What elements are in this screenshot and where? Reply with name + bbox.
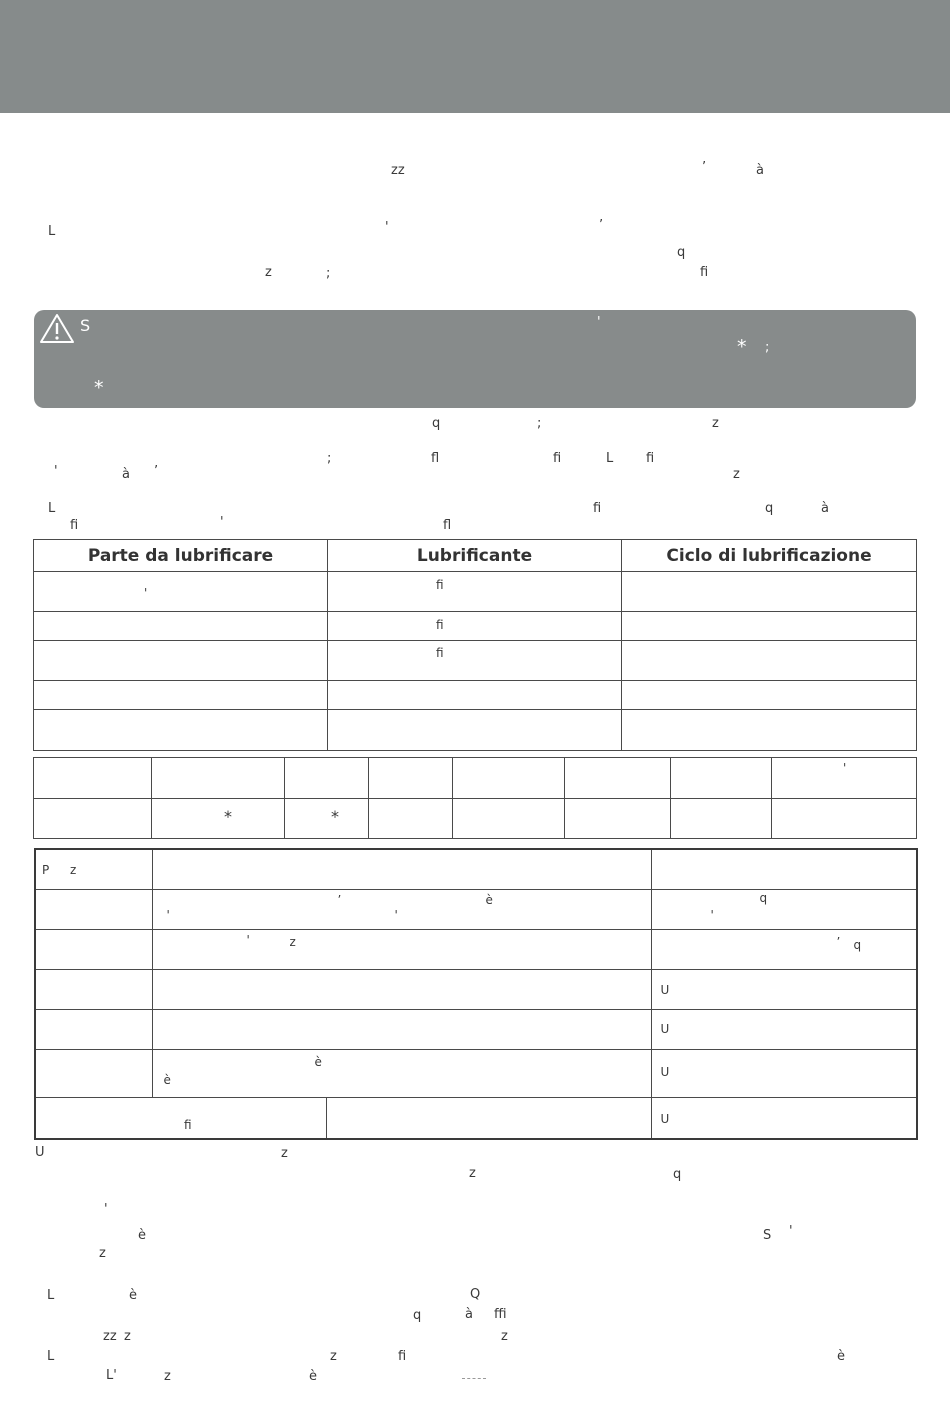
table-cell: ’ [337, 892, 342, 907]
text-fragment: z [124, 1329, 131, 1344]
table-row [34, 681, 917, 710]
table-cell: ' [843, 761, 847, 775]
text-fragment: ; [327, 451, 332, 466]
text-fragment: fi [593, 501, 602, 516]
text-fragment: L [47, 1349, 55, 1364]
header-banner [0, 0, 950, 113]
text-fragment: è [837, 1349, 845, 1364]
table-cell: è [485, 892, 493, 907]
table-cell: ' [710, 907, 714, 922]
column-header: Lubrificante [328, 540, 622, 572]
column-header: Ciclo di lubrificazione [622, 540, 917, 572]
table-cell: ' [144, 586, 148, 600]
table-cell: fi [436, 578, 444, 592]
table-cell: z [70, 863, 77, 877]
table-cell: U [660, 1064, 670, 1079]
table-cell: ’ [836, 934, 841, 949]
table-cell: è [314, 1054, 322, 1069]
text-fragment: fl [431, 451, 440, 466]
text-fragment: z [330, 1349, 337, 1364]
table-row [35, 1009, 917, 1049]
text-fragment: z [501, 1329, 508, 1344]
table-row [35, 1097, 917, 1139]
table-cell: è [163, 1072, 171, 1087]
text-fragment: z [469, 1166, 476, 1181]
column-header: Parte da lubrificare [34, 540, 328, 572]
text-fragment: z [164, 1369, 171, 1384]
text-fragment: z [733, 467, 740, 482]
text-fragment: ’ [154, 464, 159, 479]
text-fragment: fl [443, 518, 452, 533]
text-fragment: fi [646, 451, 655, 466]
text-fragment: q [677, 245, 686, 260]
text-fragment: L [48, 224, 56, 239]
text-fragment: ' [220, 515, 224, 530]
text-fragment: ’ [599, 218, 604, 233]
text-fragment: L [606, 451, 614, 466]
text-fragment: ffi [494, 1307, 507, 1322]
table-cell: z [289, 934, 296, 949]
table-row [35, 889, 917, 929]
warning-text: * [737, 336, 747, 358]
text-fragment: q [432, 416, 441, 431]
warning-text: ; [765, 340, 770, 355]
text-fragment: à [122, 467, 130, 482]
text-fragment: fi [700, 265, 709, 280]
text-fragment: fi [70, 518, 79, 533]
table-cell: fi [436, 646, 444, 660]
table-cell: fi [184, 1117, 192, 1132]
text-fragment: è [138, 1228, 146, 1243]
warning-box [34, 310, 916, 408]
text-fragment: U [35, 1145, 45, 1160]
table-cell: ' [246, 932, 250, 947]
text-fragment: ; [326, 266, 331, 281]
text-fragment: zz [391, 163, 405, 178]
text-fragment: zz [103, 1329, 117, 1344]
text-fragment: ; [537, 416, 542, 431]
table-row [34, 758, 917, 799]
text-fragment: fi [553, 451, 562, 466]
table-row [35, 929, 917, 969]
table-row [34, 799, 917, 839]
text-fragment: ’ [702, 160, 707, 175]
text-fragment: q [413, 1308, 422, 1323]
text-fragment: L' [106, 1368, 117, 1383]
table-cell: q [759, 890, 768, 905]
text-fragment: z [281, 1146, 288, 1161]
text-fragment: S [763, 1228, 772, 1243]
lubrication-table [33, 539, 917, 751]
table-cell: P [42, 863, 50, 877]
table-cell: q [853, 937, 862, 952]
table-row [34, 710, 917, 751]
text-fragment: ' [54, 464, 58, 479]
text-fragment: è [129, 1288, 137, 1303]
table-cell: U [660, 982, 670, 997]
troubleshooting-table [34, 848, 918, 1140]
text-fragment: Q [470, 1287, 481, 1302]
table-row [34, 641, 917, 681]
text-fragment: fi [398, 1349, 407, 1364]
text-fragment: ' [789, 1224, 793, 1239]
table-cell: U [660, 1111, 670, 1126]
table-cell: ' [166, 907, 170, 922]
text-fragment: z [265, 265, 272, 280]
warning-text: S [80, 316, 91, 335]
table-row [35, 1049, 917, 1097]
warning-triangle-icon [39, 312, 75, 344]
page-marker [462, 1378, 486, 1381]
text-fragment: ' [104, 1202, 108, 1217]
table-row [34, 612, 917, 641]
table-cell: fi [436, 618, 444, 632]
spec-table [33, 757, 917, 839]
table-row [35, 969, 917, 1009]
table-cell: * [224, 807, 232, 826]
text-fragment: ' [385, 220, 389, 235]
warning-text: ' [597, 315, 601, 330]
table-cell: U [660, 1021, 670, 1036]
table-row [35, 849, 917, 889]
text-fragment: à [465, 1307, 473, 1322]
text-fragment: q [673, 1167, 682, 1182]
text-fragment: è [309, 1369, 317, 1384]
table-cell: ' [394, 907, 398, 922]
warning-text: * [94, 377, 104, 399]
text-fragment: q [765, 501, 774, 516]
table-cell: * [331, 807, 339, 826]
text-fragment: à [821, 501, 829, 516]
text-fragment: z [99, 1246, 106, 1261]
text-fragment: z [712, 416, 719, 431]
text-fragment: à [756, 163, 764, 178]
table-row [34, 572, 917, 612]
text-fragment: L [47, 1288, 55, 1303]
text-fragment: L [48, 501, 56, 516]
